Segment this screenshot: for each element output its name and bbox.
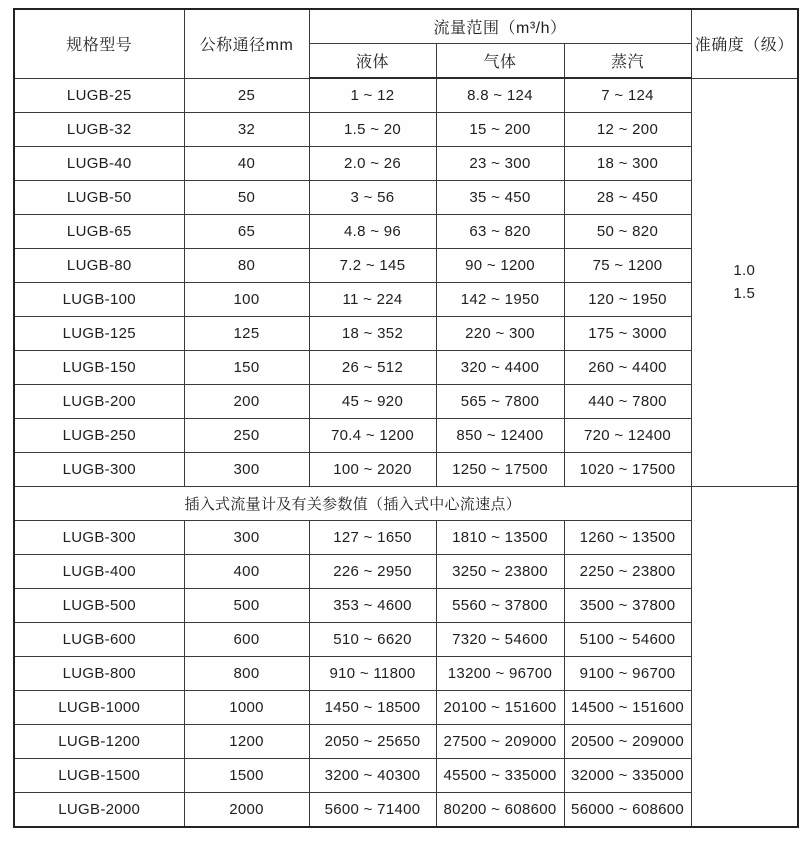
gas-cell: 3250 ~ 23800 [436, 555, 564, 589]
table-row [14, 759, 798, 793]
gas-cell: 23 ~ 300 [436, 147, 564, 181]
liquid-cell: 910 ~ 11800 [309, 657, 436, 691]
liquid-cell: 1.5 ~ 20 [309, 113, 436, 147]
gas-cell: 565 ~ 7800 [436, 385, 564, 419]
table-row [14, 215, 798, 249]
table-row [14, 725, 798, 759]
gas-cell: 90 ~ 1200 [436, 249, 564, 283]
diameter-cell: 50 [184, 181, 309, 215]
liquid-cell: 2050 ~ 25650 [309, 725, 436, 759]
steam-cell: 50 ~ 820 [564, 215, 691, 249]
steam-cell: 56000 ~ 608600 [564, 793, 691, 828]
diameter-cell: 400 [184, 555, 309, 589]
model-cell: LUGB-125 [14, 317, 184, 351]
header-gas: 气体 [436, 44, 564, 79]
separator-row-label: 插入式流量计及有关参数值（插入式中心流速点） [14, 487, 691, 521]
diameter-cell: 600 [184, 623, 309, 657]
pipeline-type-rows [14, 78, 798, 487]
separator-row [14, 487, 798, 521]
gas-cell: 220 ~ 300 [436, 317, 564, 351]
model-cell: LUGB-300 [14, 521, 184, 555]
steam-cell: 440 ~ 7800 [564, 385, 691, 419]
diameter-cell: 25 [184, 78, 309, 113]
header-diameter: 公称通径mm [184, 9, 309, 78]
model-cell: LUGB-2000 [14, 793, 184, 828]
liquid-cell: 3 ~ 56 [309, 181, 436, 215]
gas-cell: 15 ~ 200 [436, 113, 564, 147]
model-cell: LUGB-50 [14, 181, 184, 215]
diameter-cell: 80 [184, 249, 309, 283]
diameter-cell: 2000 [184, 793, 309, 828]
table-header [14, 9, 798, 78]
steam-cell: 7 ~ 124 [564, 78, 691, 113]
diameter-cell: 200 [184, 385, 309, 419]
steam-cell: 120 ~ 1950 [564, 283, 691, 317]
table-row [14, 555, 798, 589]
diameter-cell: 800 [184, 657, 309, 691]
header-accuracy: 准确度（级） [691, 9, 798, 78]
table-row [14, 453, 798, 487]
model-cell: LUGB-200 [14, 385, 184, 419]
liquid-cell: 2.0 ~ 26 [309, 147, 436, 181]
model-cell: LUGB-500 [14, 589, 184, 623]
gas-cell: 1250 ~ 17500 [436, 453, 564, 487]
steam-cell: 260 ~ 4400 [564, 351, 691, 385]
steam-cell: 2250 ~ 23800 [564, 555, 691, 589]
steam-cell: 18 ~ 300 [564, 147, 691, 181]
table-row [14, 317, 798, 351]
liquid-cell: 127 ~ 1650 [309, 521, 436, 555]
liquid-cell: 100 ~ 2020 [309, 453, 436, 487]
liquid-cell: 18 ~ 352 [309, 317, 436, 351]
liquid-cell: 226 ~ 2950 [309, 555, 436, 589]
gas-cell: 80200 ~ 608600 [436, 793, 564, 828]
model-cell: LUGB-65 [14, 215, 184, 249]
accuracy-value-cell: 1.0 1.5 [691, 78, 798, 487]
steam-cell: 14500 ~ 151600 [564, 691, 691, 725]
diameter-cell: 1500 [184, 759, 309, 793]
model-cell: LUGB-1200 [14, 725, 184, 759]
liquid-cell: 1 ~ 12 [309, 78, 436, 113]
model-cell: LUGB-600 [14, 623, 184, 657]
steam-cell: 28 ~ 450 [564, 181, 691, 215]
model-cell: LUGB-150 [14, 351, 184, 385]
liquid-cell: 510 ~ 6620 [309, 623, 436, 657]
liquid-cell: 7.2 ~ 145 [309, 249, 436, 283]
steam-cell: 12 ~ 200 [564, 113, 691, 147]
model-cell: LUGB-800 [14, 657, 184, 691]
table-row [14, 589, 798, 623]
model-cell: LUGB-250 [14, 419, 184, 453]
liquid-cell: 353 ~ 4600 [309, 589, 436, 623]
liquid-cell: 5600 ~ 71400 [309, 793, 436, 828]
table-row [14, 78, 798, 113]
liquid-cell: 45 ~ 920 [309, 385, 436, 419]
steam-cell: 1020 ~ 17500 [564, 453, 691, 487]
gas-cell: 20100 ~ 151600 [436, 691, 564, 725]
model-cell: LUGB-40 [14, 147, 184, 181]
steam-cell: 9100 ~ 96700 [564, 657, 691, 691]
gas-cell: 7320 ~ 54600 [436, 623, 564, 657]
diameter-cell: 125 [184, 317, 309, 351]
header-liquid: 液体 [309, 44, 436, 79]
gas-cell: 35 ~ 450 [436, 181, 564, 215]
diameter-cell: 300 [184, 453, 309, 487]
liquid-cell: 4.8 ~ 96 [309, 215, 436, 249]
table-row [14, 249, 798, 283]
table-row [14, 691, 798, 725]
table-row [14, 521, 798, 555]
model-cell: LUGB-32 [14, 113, 184, 147]
header-row-1 [14, 9, 798, 44]
header-model: 规格型号 [14, 9, 184, 78]
gas-cell: 27500 ~ 209000 [436, 725, 564, 759]
gas-cell: 63 ~ 820 [436, 215, 564, 249]
table-row [14, 657, 798, 691]
table-row [14, 419, 798, 453]
diameter-cell: 32 [184, 113, 309, 147]
model-cell: LUGB-1500 [14, 759, 184, 793]
gas-cell: 142 ~ 1950 [436, 283, 564, 317]
model-cell: LUGB-100 [14, 283, 184, 317]
steam-cell: 5100 ~ 54600 [564, 623, 691, 657]
gas-cell: 13200 ~ 96700 [436, 657, 564, 691]
diameter-cell: 40 [184, 147, 309, 181]
model-cell: LUGB-25 [14, 78, 184, 113]
liquid-cell: 26 ~ 512 [309, 351, 436, 385]
model-cell: LUGB-1000 [14, 691, 184, 725]
table-row [14, 351, 798, 385]
diameter-cell: 500 [184, 589, 309, 623]
steam-cell: 20500 ~ 209000 [564, 725, 691, 759]
gas-cell: 8.8 ~ 124 [436, 78, 564, 113]
steam-cell: 3500 ~ 37800 [564, 589, 691, 623]
diameter-cell: 100 [184, 283, 309, 317]
table-row [14, 385, 798, 419]
diameter-cell: 300 [184, 521, 309, 555]
table-row [14, 113, 798, 147]
gas-cell: 45500 ~ 335000 [436, 759, 564, 793]
steam-cell: 1260 ~ 13500 [564, 521, 691, 555]
steam-cell: 175 ~ 3000 [564, 317, 691, 351]
diameter-cell: 150 [184, 351, 309, 385]
diameter-cell: 1000 [184, 691, 309, 725]
steam-cell: 32000 ~ 335000 [564, 759, 691, 793]
table-row [14, 793, 798, 828]
gas-cell: 5560 ~ 37800 [436, 589, 564, 623]
header-steam: 蒸汽 [564, 44, 691, 79]
insertion-type-rows [14, 521, 798, 828]
liquid-cell: 11 ~ 224 [309, 283, 436, 317]
table-row [14, 283, 798, 317]
model-cell: LUGB-80 [14, 249, 184, 283]
header-flow-range: 流量范围（m³/h） [309, 9, 691, 44]
separator-section [14, 487, 798, 521]
model-cell: LUGB-300 [14, 453, 184, 487]
table-row [14, 147, 798, 181]
liquid-cell: 70.4 ~ 1200 [309, 419, 436, 453]
diameter-cell: 1200 [184, 725, 309, 759]
diameter-cell: 250 [184, 419, 309, 453]
gas-cell: 850 ~ 12400 [436, 419, 564, 453]
gas-cell: 1810 ~ 13500 [436, 521, 564, 555]
table-row [14, 623, 798, 657]
gas-cell: 320 ~ 4400 [436, 351, 564, 385]
table-row [14, 181, 798, 215]
model-cell: LUGB-400 [14, 555, 184, 589]
diameter-cell: 65 [184, 215, 309, 249]
liquid-cell: 1450 ~ 18500 [309, 691, 436, 725]
liquid-cell: 3200 ~ 40300 [309, 759, 436, 793]
flow-range-spec-table [13, 8, 799, 828]
steam-cell: 75 ~ 1200 [564, 249, 691, 283]
steam-cell: 720 ~ 12400 [564, 419, 691, 453]
